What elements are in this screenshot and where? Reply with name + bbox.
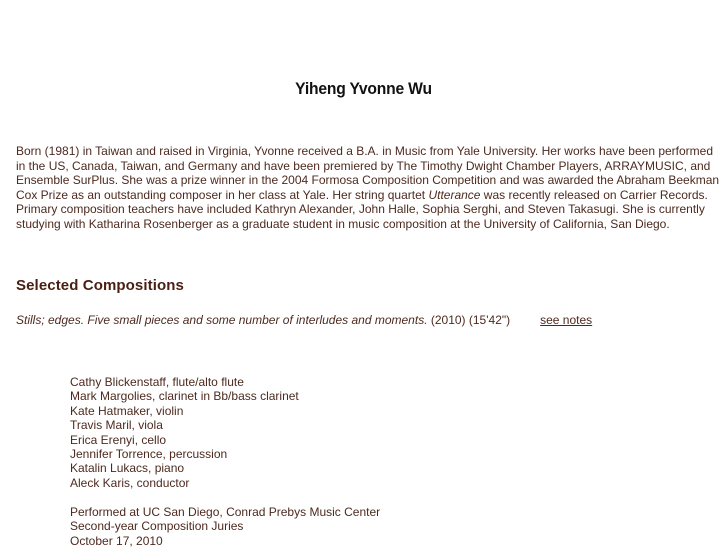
bio-text-part1: Born (1981) in Taiwan and raised in Virginia, Yvonne received a B.A. in Music from Yale University. Her works have been performed in the US, Canada, Taiwan, and Germany and have been premiered by The Timothy Dwight Chamber Players, ARRAYMUSIC, and Ensemble SurPlus. She was a prize winner in the 2004 Formosa Composition Competition and was awarded the Abraham Beekman Cox Prize as an outstanding composer in her class at Yale. Her string quartet bbox=[16, 144, 720, 202]
performer-item: Kate Hatmaker, violin bbox=[70, 403, 184, 418]
performer-item: Jennifer Torrence, percussion bbox=[70, 447, 228, 462]
performer-item: Katalin Lukacs, piano bbox=[70, 461, 185, 476]
performance-info bbox=[70, 505, 380, 548]
page-title: Yiheng Yvonne Wu bbox=[295, 79, 432, 99]
section-heading-compositions: Selected Compositions bbox=[16, 277, 184, 294]
performer-item: Travis Maril, viola bbox=[70, 418, 163, 433]
performance-date: October 17, 2010 bbox=[70, 533, 163, 548]
performance-venue: Performed at UC San Diego, Conrad Prebys Music Center bbox=[70, 505, 381, 519]
performer-item: Cathy Blickenstaff, flute/alto flute bbox=[70, 375, 244, 389]
bio-work-title: Utterance bbox=[428, 187, 481, 202]
composition-entry bbox=[16, 313, 592, 327]
biography-paragraph bbox=[16, 144, 722, 232]
performer-item: Aleck Karis, conductor bbox=[70, 475, 190, 490]
see-notes-link[interactable]: see notes bbox=[540, 313, 593, 327]
composition-title: Stills; edges. Five small pieces and some number of interludes and moments. bbox=[16, 313, 428, 327]
performer-item: Mark Margolies, clarinet in Bb/bass clarinet bbox=[70, 389, 299, 404]
bio-text-part2: was recently released on Carrier Records. Primary composition teachers have included Kathryn Alexander, John Halle, Sophia Serghi, and Steven Takasugi. She is currently studying with Katharina Rosenberger as a graduate student in music composition at the University of California, San Diego. bbox=[16, 187, 708, 231]
composition-year-duration: (2010) (15'42") bbox=[427, 313, 511, 327]
performer-list bbox=[70, 375, 299, 490]
performance-event: Second-year Composition Juries bbox=[70, 519, 244, 534]
performer-item: Erica Erenyi, cello bbox=[70, 432, 167, 447]
